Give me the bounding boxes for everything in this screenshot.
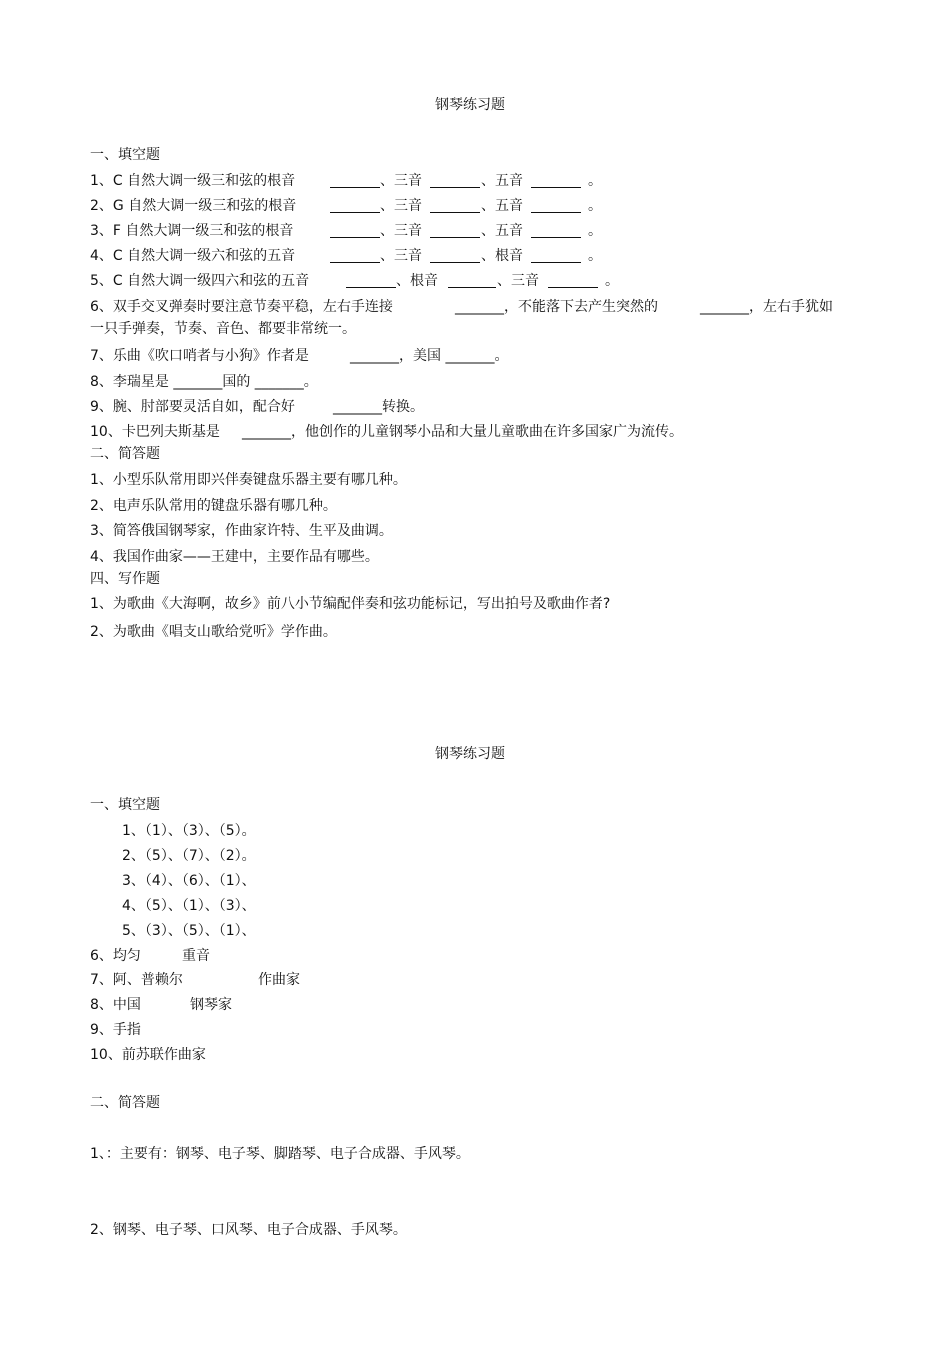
doc1-section2-heading: 二、简答题	[90, 446, 160, 462]
doc2-short-answer-1: 1、：主要有：钢琴、电子琴、脚踏琴、电子合成器、手风琴。	[90, 1146, 470, 1162]
answer-blank[interactable]	[448, 271, 496, 288]
answer-blank[interactable]	[531, 246, 581, 263]
doc2-answer-2: 2、（5）、（7）、（2）。	[122, 848, 256, 864]
doc1-question-8: 8、李瑞星是 _______国的 _______。	[90, 374, 318, 390]
doc2-answer-5: 5、（3）、（5）、（1）、	[122, 923, 256, 939]
doc2-answer-9: 9、手指	[90, 1022, 141, 1038]
doc1-s4-item: 1、为歌曲《大海啊，故乡》前八小节编配伴奏和弦功能标记，写出拍号及歌曲作者?	[90, 596, 611, 612]
doc2-answer-4: 4、（5）、（1）、（3）、	[122, 898, 256, 914]
answer-blank[interactable]	[430, 221, 480, 238]
doc1-title: 钢琴练习题	[435, 97, 505, 113]
doc2-answer-3: 3、（4）、（6）、（1）、	[122, 873, 256, 889]
doc2-short-answer-2: 2、钢琴、电子琴、口风琴、电子合成器、手风琴。	[90, 1222, 407, 1238]
answer-blank[interactable]	[531, 196, 581, 213]
answer-blank[interactable]	[531, 221, 581, 238]
doc1-section4-heading: 四、写作题	[90, 571, 160, 587]
answer-blank[interactable]	[330, 171, 380, 188]
answer-blank[interactable]	[330, 221, 380, 238]
answer-blank[interactable]	[330, 196, 380, 213]
doc2-section1-heading: 一、填空题	[90, 797, 160, 813]
doc2-section2-heading: 二、简答题	[90, 1095, 160, 1111]
answer-blank[interactable]	[430, 196, 480, 213]
answer-blank[interactable]	[346, 271, 396, 288]
doc2-answer-10: 10、前苏联作曲家	[90, 1047, 206, 1063]
doc1-s2-item: 3、简答俄国钢琴家，作曲家许特、生平及曲调。	[90, 523, 393, 539]
answer-blank[interactable]	[430, 246, 480, 263]
doc2-answer-1: 1、（1）、（3）、（5）。	[122, 823, 256, 839]
doc1-section1-heading: 一、填空题	[90, 147, 160, 163]
doc1-s2-item: 2、电声乐队常用的键盘乐器有哪几种。	[90, 498, 337, 514]
doc1-s2-item: 4、我国作曲家——王建中，主要作品有哪些。	[90, 549, 379, 565]
doc1-s4-item: 2、为歌曲《唱支山歌给党听》学作曲。	[90, 624, 337, 640]
doc1-s2-item: 1、小型乐队常用即兴伴奏键盘乐器主要有哪几种。	[90, 472, 407, 488]
answer-blank[interactable]	[531, 171, 581, 188]
answer-blank[interactable]	[548, 271, 598, 288]
answer-blank[interactable]	[330, 246, 380, 263]
doc2-title: 钢琴练习题	[435, 746, 505, 762]
answer-blank[interactable]	[430, 171, 480, 188]
